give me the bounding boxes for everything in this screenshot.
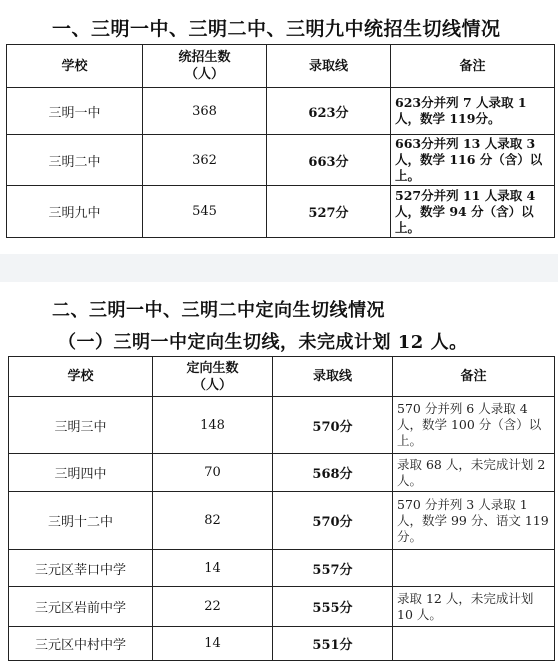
count-cell: 14	[153, 550, 273, 587]
school-cell: 三明四中	[9, 454, 153, 492]
table-row	[9, 454, 555, 492]
count-cell: 82	[153, 492, 273, 550]
header-note: 备注	[391, 45, 555, 88]
note-cell: 623分并列 7 人录取 1 人，数学 119分。	[391, 88, 555, 135]
table-row	[9, 587, 555, 627]
score-cell: 570分	[273, 397, 393, 454]
score-cell: 557分	[273, 550, 393, 587]
score-cell: 623分	[267, 88, 391, 135]
score-cell: 555分	[273, 587, 393, 627]
header-score: 录取线	[273, 357, 393, 397]
table-row	[9, 627, 555, 661]
score-cell: 663分	[267, 135, 391, 186]
note-cell	[393, 627, 555, 661]
school-cell: 三明三中	[9, 397, 153, 454]
school-cell: 三明一中	[7, 88, 143, 135]
note-cell: 663分并列 13 人录取 3 人，数学 116 分（含）以上。	[391, 135, 555, 186]
header-count: 定向生数 （人）	[153, 357, 273, 397]
count-cell: 362	[143, 135, 267, 186]
count-cell: 368	[143, 88, 267, 135]
count-cell: 70	[153, 454, 273, 492]
note-cell: 570 分并列 6 人录取 4 人，数学 100 分（含）以上。	[393, 397, 555, 454]
score-cell: 527分	[267, 186, 391, 238]
table-row	[7, 186, 555, 238]
header-note: 备注	[393, 357, 555, 397]
note-cell: 录取 12 人，未完成计划 10 人。	[393, 587, 555, 627]
section-divider	[0, 254, 558, 282]
count-cell: 545	[143, 186, 267, 238]
header-school: 学校	[7, 45, 143, 88]
table-row	[9, 492, 555, 550]
section1-header-row	[7, 45, 555, 88]
score-cell: 551分	[273, 627, 393, 661]
school-cell: 三明二中	[7, 135, 143, 186]
table-row	[7, 88, 555, 135]
section2-title: 二、三明一中、三明二中定向生切线情况	[52, 300, 385, 321]
school-cell: 三元区岩前中学	[9, 587, 153, 627]
section2-table	[8, 356, 555, 661]
table-row	[7, 135, 555, 186]
count-cell: 14	[153, 627, 273, 661]
section1-title: 一、三明一中、三明二中、三明九中统招生切线情况	[52, 18, 501, 40]
section2-subtitle: （一）三明一中定向生切线，未完成计划 12 人。	[58, 332, 468, 353]
header-score: 录取线	[267, 45, 391, 88]
note-cell: 录取 68 人，未完成计划 2 人。	[393, 454, 555, 492]
header-school: 学校	[9, 357, 153, 397]
school-cell: 三明九中	[7, 186, 143, 238]
note-cell: 570 分并列 3 人录取 1 人，数学 99 分、语文 119 分。	[393, 492, 555, 550]
score-cell: 568分	[273, 454, 393, 492]
section1-table	[6, 44, 555, 238]
section2-header-row	[9, 357, 555, 397]
note-cell: 527分并列 11 人录取 4 人，数学 94 分（含）以上。	[391, 186, 555, 238]
count-cell: 148	[153, 397, 273, 454]
header-count: 统招生数 （人）	[143, 45, 267, 88]
table-row	[9, 397, 555, 454]
table-row	[9, 550, 555, 587]
school-cell: 三明十二中	[9, 492, 153, 550]
score-cell: 570分	[273, 492, 393, 550]
count-cell: 22	[153, 587, 273, 627]
school-cell: 三元区中村中学	[9, 627, 153, 661]
note-cell	[393, 550, 555, 587]
school-cell: 三元区莘口中学	[9, 550, 153, 587]
